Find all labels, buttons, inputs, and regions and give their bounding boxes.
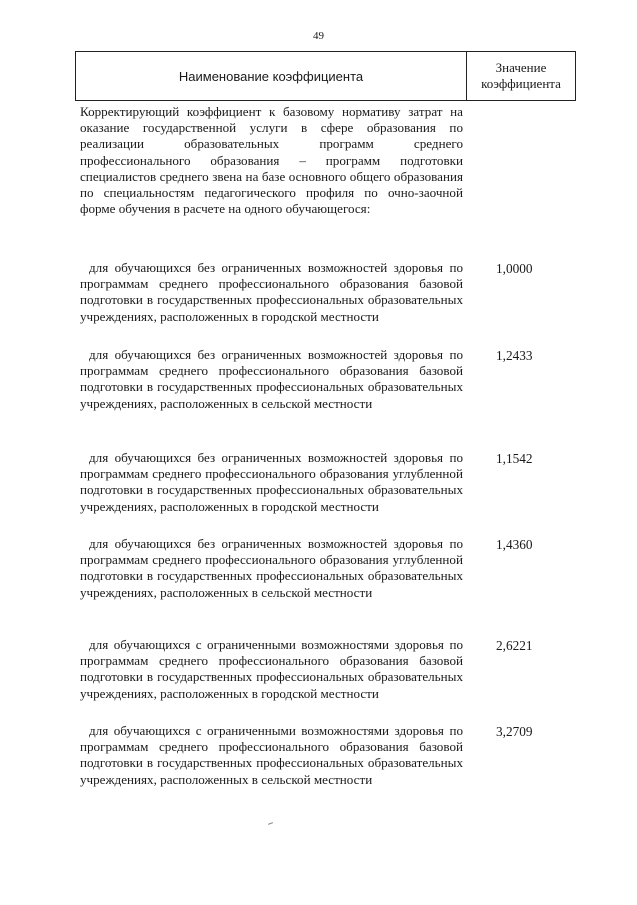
coefficient-row-text: для обучающихся с ограниченными возможностями здоровья по программам среднего профессионального образования базовой подготовки в государственных профессиональных образовательных учреждениях, расположенных в сельской местности bbox=[80, 723, 463, 787]
coefficient-row-text: для обучающихся без ограниченных возможностей здоровья по программам среднего профессионального образования углубленной подготовки в государственных профессиональных образовательных учреждениях, расположенных в сельской местности bbox=[80, 536, 463, 600]
header-value-column bbox=[467, 52, 575, 100]
intro-text: Корректирующий коэффициент к базовому нормативу затрат на оказание государственной услуги в сфере образования по реализации образовательных программ среднего профессионального образования – программ подготовки специалистов среднего звена на базе основного общего образования по специальностям педагогического профиля по очно-заочной форме обучения в расчете на одного обучающегося: bbox=[80, 104, 463, 217]
coefficient-value: 1,2433 bbox=[496, 348, 533, 363]
coefficient-value: 1,4360 bbox=[496, 537, 533, 552]
page-number: 49 bbox=[313, 30, 324, 42]
coefficient-value: 3,2709 bbox=[496, 724, 533, 739]
coefficient-value: 1,0000 bbox=[496, 261, 533, 276]
table-header bbox=[75, 51, 576, 101]
coefficient-row-text: для обучающихся без ограниченных возможностей здоровья по программам среднего профессионального образования базовой подготовки в государственных профессиональных образовательных учреждениях, расположенных в городской местности bbox=[80, 260, 463, 324]
scan-mark bbox=[268, 822, 273, 825]
coefficient-value: 1,1542 bbox=[496, 451, 533, 466]
coefficient-value: 2,6221 bbox=[496, 638, 533, 653]
coefficient-row-text: для обучающихся без ограниченных возможностей здоровья по программам среднего профессионального образования углубленной подготовки в государственных профессиональных образовательных учреждениях, расположенных в городской местности bbox=[80, 450, 463, 514]
header-value-line1: Значение bbox=[495, 60, 547, 75]
header-name-column: Наименование коэффициента bbox=[76, 52, 467, 100]
coefficient-row-text: для обучающихся без ограниченных возможностей здоровья по программам среднего профессионального образования базовой подготовки в государственных профессиональных образовательных учреждениях, расположенных в сельской местности bbox=[80, 347, 463, 411]
header-value-line2: коэффициента bbox=[481, 76, 561, 91]
coefficient-row-text: для обучающихся с ограниченными возможностями здоровья по программам среднего профессионального образования базовой подготовки в государственных профессиональных образовательных учреждениях, расположенных в городской местности bbox=[80, 637, 463, 701]
